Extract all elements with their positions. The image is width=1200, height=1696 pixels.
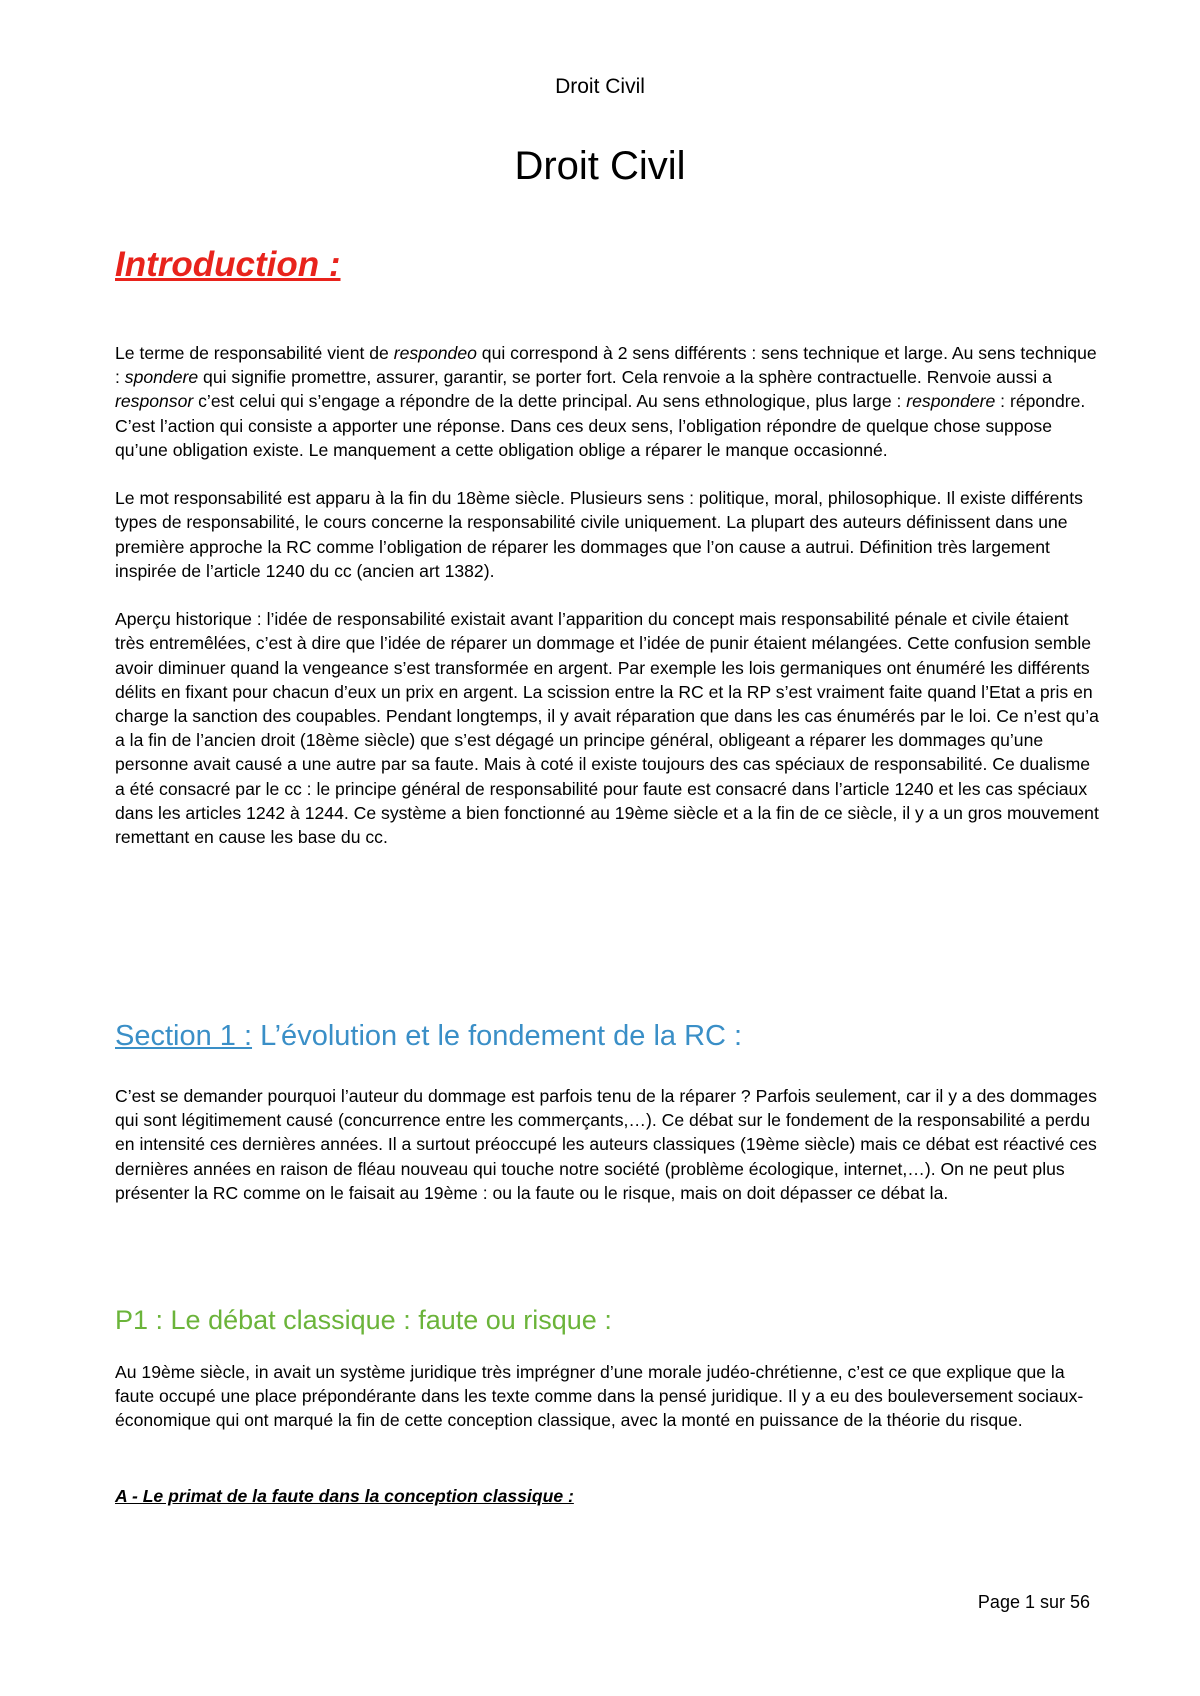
page-number: Page 1 sur 56: [977, 1592, 1090, 1612]
text-run: Le terme de responsabilité vient de: [115, 343, 394, 363]
running-header: Droit Civil: [555, 75, 645, 98]
text-run: qui correspond à 2 sens différents : sens technique et large. Au sens technique :: [115, 343, 1097, 388]
section-1-title: L’évolution et le fondement de la RC :: [252, 1020, 743, 1052]
text-run: : répondre. C’est l’action qui consiste a apporter une réponse. Dans ces deux sens, l’obligation répondre de quelque chose suppose qu’une obligation existe. Le manquement a cette obligation oblige a réparer le manque occasionné.: [115, 391, 1086, 460]
latin-term: respondere: [906, 391, 996, 412]
section-1-heading: [115, 1018, 1100, 1054]
intro-paragraph-2: Le mot responsabilité est apparu à la fin du 18ème siècle. Plusieurs sens : politique, moral, philosophique. Il existe différents types de responsabilité, le cours concerne la responsabilité civile uniquement. La plupart des auteurs définissent dans une première approche la RC comme l’obligation de réparer les dommages que l’on cause a autrui. Définition très largement inspirée de l’article 1240 du cc (ancien art 1382).: [115, 488, 1083, 581]
latin-term: responsor: [115, 391, 194, 412]
introduction-body: [115, 341, 1100, 849]
p1-heading: P1 : Le débat classique : faute ou risque :: [115, 1305, 612, 1335]
document-title: Droit Civil: [514, 144, 686, 188]
latin-term: respondeo: [393, 343, 477, 363]
intro-paragraph-1: [115, 341, 1100, 462]
p1-body: [115, 1360, 1100, 1433]
section-1-label: Section 1 :: [115, 1020, 253, 1052]
latin-term: spondere: [124, 367, 199, 388]
introduction-heading: Introduction :: [115, 245, 341, 284]
section-1-paragraph: C’est se demander pourquoi l’auteur du dommage est parfois tenu de la réparer ? Parfois seulement, car il y a des dommages qui sont légitimement causé (concurrence entre les commerçants,…). Ce débat sur le fondement de la responsabilité a perdu en intensité ces dernières années. Il a surtout préoccupé les auteurs classiques (19ème siècle) mais ce débat est réactivé ces dernières années en raison de fléau nouveau qui touche notre société (problème écologique, internet,…). On ne peut plus présenter la RC comme on le faisait au 19ème : ou la faute ou le risque, mais on doit dépasser ce débat la.: [115, 1086, 1097, 1203]
section-1-body: [115, 1084, 1100, 1205]
p1-paragraph: Au 19ème siècle, in avait un système juridique très imprégner d’une morale judéo-chrétienne, c’est ce que explique que la faute occupé une place prépondérante dans les texte comme dans la pensé juridique. Il y a eu des bouleversement sociaux-économique qui ont marqué la fin de cette conception classique, avec la monté en puissance de la théorie du risque.: [115, 1362, 1084, 1431]
text-run: qui signifie promettre, assurer, garantir, se porter fort. Cela renvoie a la sphère contractuelle. Renvoie aussi a: [198, 367, 1052, 388]
intro-paragraph-3: Aperçu historique : l’idée de responsabilité existait avant l’apparition du concept mais responsabilité pénale et civile étaient très entremêlées, c’est à dire que l’idée de réparer un dommage et l’idée de punir étaient mélangées. Cette confusion semble avoir diminuer quand la vengeance s’est transformée en argent. Par exemple les lois germaniques ont énuméré les différents délits en fixant pour chacun d’eux un prix en argent. La scission entre la RC et la RP s’est vraiment faite quand l’Etat a pris en charge la sanction des coupables. Pendant longtemps, il y avait réparation que dans les cas énumérés par le loi. Ce n’est qu’a a la fin de l’ancien droit (18ème siècle) que s’est dégagé un principe général, obligeant a réparer les dommages qu’une personne avait causé a une autre par sa faute. Mais à coté il existe toujours des cas spéciaux de responsabilité. Ce dualisme a été consacré par le cc : le principe général de responsabilité pour faute est consacré dans l’article 1240 et les cas spéciaux dans les articles 1242 à 1244. Ce système a bien fonctionné au 19ème siècle et a la fin de ce siècle, il y a un gros mouvement remettant en cause les base du cc.: [115, 609, 1099, 848]
text-run: c’est celui qui s’engage a répondre de la dette principal. Au sens ethnologique, plus large :: [193, 391, 907, 412]
subsection-a-heading: A - Le primat de la faute dans la conception classique :: [115, 1486, 574, 1506]
